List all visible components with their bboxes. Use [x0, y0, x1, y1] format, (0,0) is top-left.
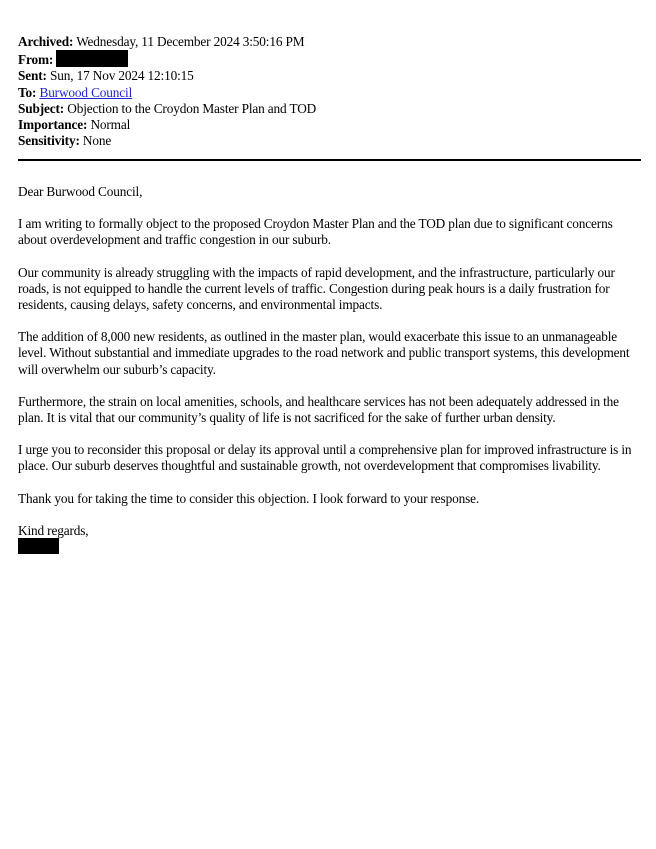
body-paragraph: The addition of 8,000 new residents, as outlined in the master plan, would exacerbate this issue to an unmanageable level. Without substantial and immediate upgrades to the road network and public transport systems, this development will overwhelm our suburb’s capacity.	[18, 329, 630, 377]
subject-value: Objection to the Croydon Master Plan and TOD	[67, 100, 317, 116]
greeting: Dear Burwood Council,	[18, 184, 143, 199]
sent-row	[18, 68, 642, 84]
closing: Kind regards,	[18, 522, 89, 538]
body-paragraph: Furthermore, the strain on local amenities, schools, and healthcare services has not been adequately addressed in the plan. It is vital that our community’s quality of life is not sacrificed for the sake of further urban density.	[18, 393, 619, 426]
redacted-sender-block	[56, 50, 128, 67]
header-divider	[18, 159, 641, 161]
sent-value: Sun, 17 Nov 2024 12:10:15	[50, 68, 194, 84]
subject-row	[18, 101, 642, 117]
from-row	[18, 50, 642, 68]
importance-row	[18, 117, 642, 133]
body-paragraph: I urge you to reconsider this proposal or delay its approval until a comprehensive plan for improved infrastructure is in place. Our suburb deserves thoughtful and sustainable growth, not overdevelopment that compromises livability.	[18, 442, 632, 474]
archived-row	[18, 34, 642, 50]
body-paragraph: Our community is already struggling with the impacts of rapid development, and the infrastructure, particularly our roads, is not equipped to handle the current levels of traffic. Congestion during peak hours is a daily frustration for residents, causing delays, safety concerns, and environmental impacts.	[18, 264, 615, 313]
body-paragraph: Thank you for taking the time to consider this objection. I look forward to your response.	[18, 490, 480, 506]
sensitivity-row	[18, 133, 642, 149]
email-body	[18, 184, 642, 554]
importance-value: Normal	[90, 117, 131, 133]
from-label: From:	[18, 52, 54, 68]
redacted-signature-block	[18, 538, 59, 554]
sensitivity-value: None	[82, 133, 112, 149]
archived-value: Wednesday, 11 December 2024 3:50:16 PM	[76, 34, 305, 49]
sent-label: Sent:	[18, 68, 47, 84]
recipient-link[interactable]: Burwood Council	[39, 84, 133, 100]
importance-label: Importance:	[18, 117, 88, 133]
email-header	[18, 34, 642, 149]
archived-label: Archived:	[18, 34, 74, 49]
subject-label: Subject:	[18, 100, 65, 116]
body-paragraph: I am writing to formally object to the proposed Croydon Master Plan and the TOD plan due to significant concerns about overdevelopment and traffic congestion in our suburb.	[18, 216, 613, 248]
sensitivity-label: Sensitivity:	[18, 133, 80, 149]
to-row	[18, 85, 642, 101]
to-label: To:	[18, 84, 37, 100]
